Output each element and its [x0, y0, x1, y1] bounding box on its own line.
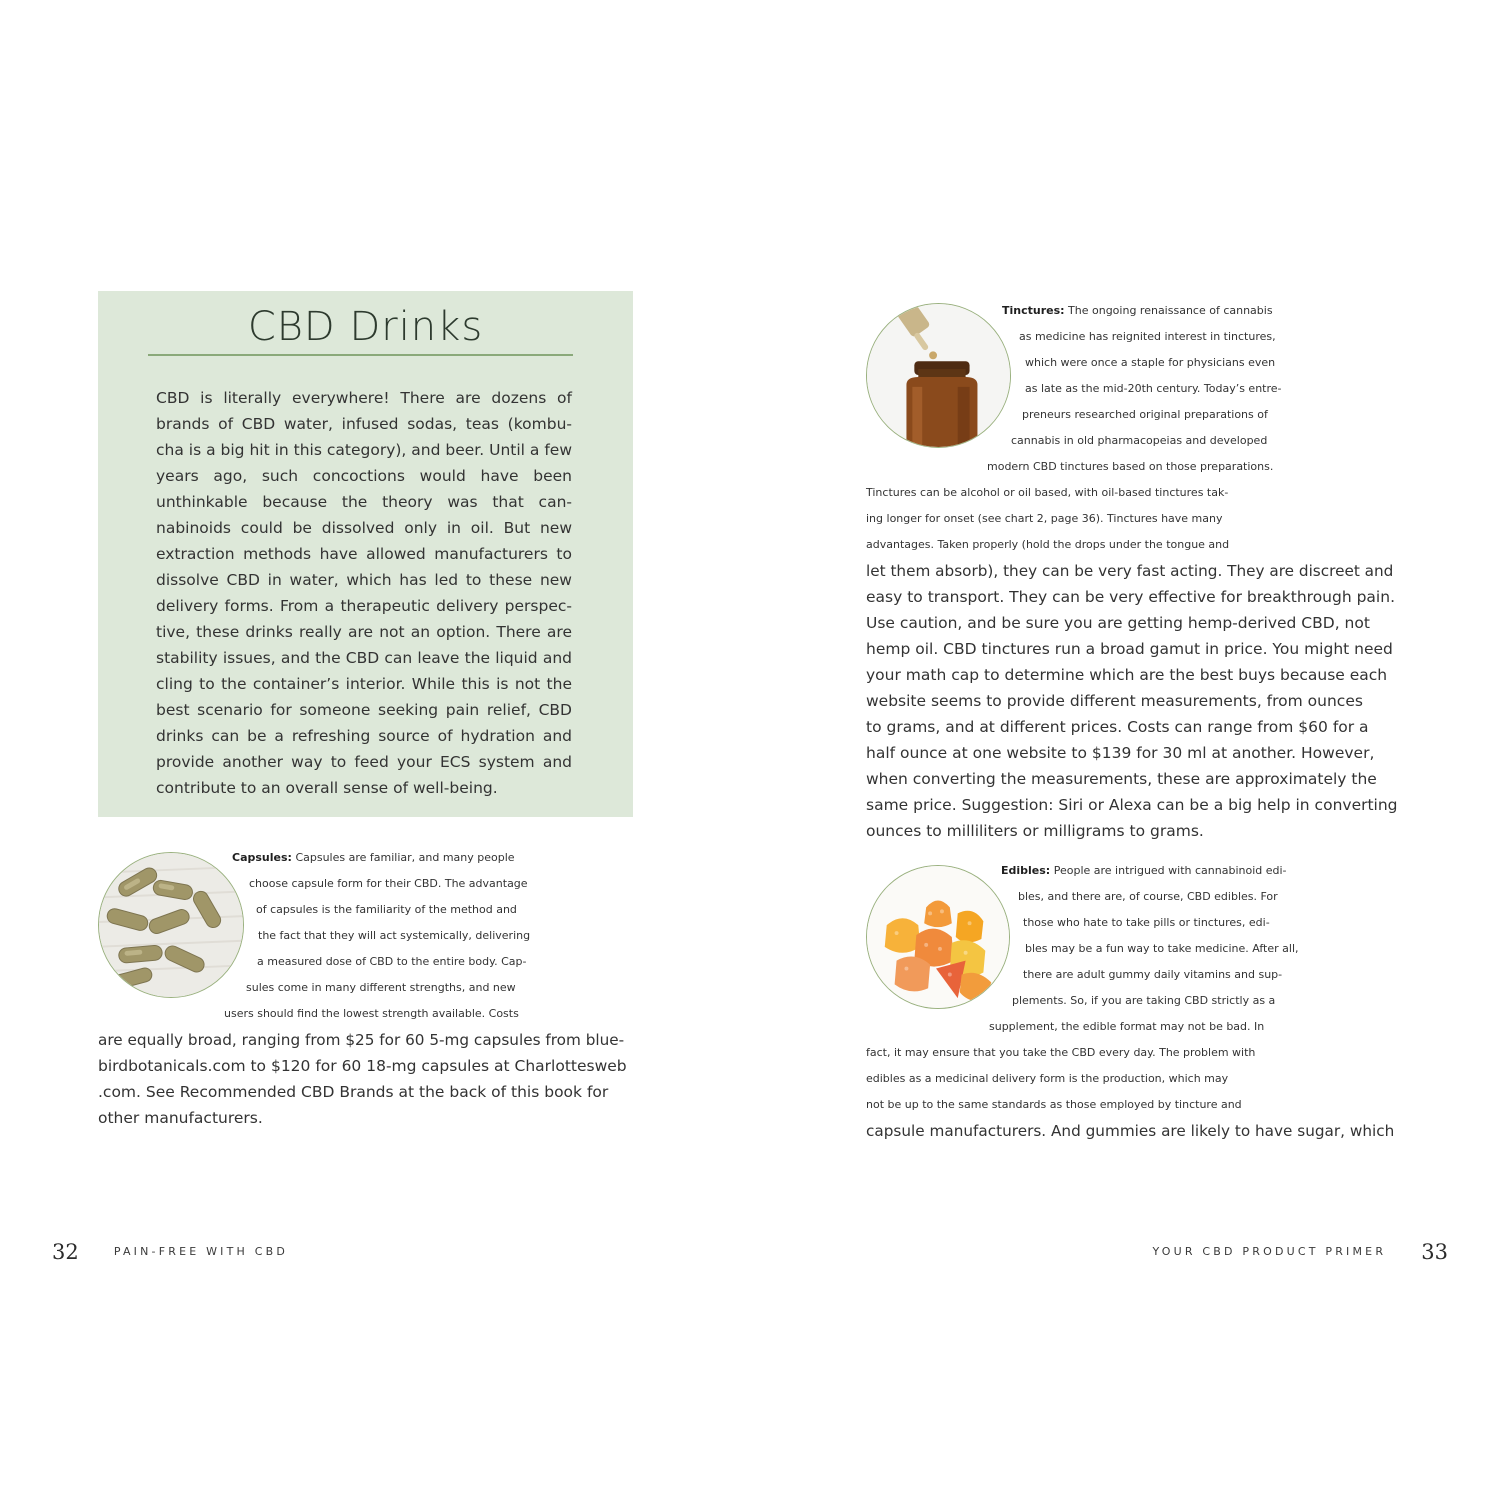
sidebar-divider	[148, 354, 573, 356]
capsules-line-6: sules come in many different strengths, and new	[246, 981, 516, 994]
sidebar-body: CBD is literally everywhere! There are dozens of brands of CBD water, infused sodas, teas (kombu-cha is a big hit in this category), and beer. Until a few years ago, such concoctions would have been unthinkable because the theory was that can-nabinoids could be dissolved only in oil. But new extraction methods have allowed manufacturers to dissolve CBD in water, which has led to these new delivery forms. From a therapeutic delivery perspec-tive, these drinks really are not an option. There are stability issues, and the CBD can leave the liquid and cling to the container’s interior. While this is not the best scenario for someone seeking pain relief, CBD drinks can be a refreshing source of hydration and provide another way to feed your ECS system and contribute to an overall sense of well-being.	[156, 389, 572, 797]
tinctures-line-9: ing longer for onset (see chart 2, page 36). Tinctures have many	[866, 512, 1223, 525]
tinctures-section	[866, 298, 1398, 844]
left-footer	[52, 1240, 288, 1264]
edibles-heading: Edibles:	[1001, 864, 1051, 877]
edibles-section	[866, 858, 1394, 1144]
edibles-line-9: edibles as a medicinal delivery form is the production, which may	[866, 1072, 1229, 1085]
tinctures-line-19: when converting the measurements, these are approximately the	[866, 770, 1377, 788]
edibles-line-2: bles, and there are, of course, CBD edibles. For	[1018, 890, 1278, 903]
right-footer	[1152, 1240, 1448, 1264]
tinctures-line-4: as late as the mid-20th century. Today’s entre-	[1025, 382, 1282, 395]
tinctures-line-17: to grams, and at different prices. Costs can range from $60 for a	[866, 718, 1369, 736]
capsules-line-5: a measured dose of CBD to the entire body. Cap-	[257, 955, 527, 968]
capsules-line-3: of capsules is the familiarity of the method and	[256, 903, 517, 916]
capsules-heading: Capsules:	[232, 851, 292, 864]
capsules-line-7: users should find the lowest strength available. Costs	[224, 1007, 519, 1020]
capsules-line-2: choose capsule form for their CBD. The advantage	[249, 877, 528, 890]
sidebar-title: CBD Drinks	[247, 304, 484, 350]
capsules-line-9: birdbotanicals.com to $120 for 60 18-mg capsules at Charlottesweb	[98, 1057, 627, 1075]
sidebar-cbd-drinks	[98, 291, 633, 817]
edibles-line-3: those who hate to take pills or tinctures, edi-	[1023, 916, 1270, 929]
edibles-line-8: fact, it may ensure that you take the CBD every day. The problem with	[866, 1046, 1256, 1059]
tinctures-line-18: half ounce at one website to $139 for 30 ml at another. However,	[866, 744, 1375, 762]
tinctures-line-3: which were once a staple for physicians even	[1025, 356, 1276, 369]
edibles-line-7: supplement, the edible format may not be bad. In	[989, 1020, 1265, 1033]
tinctures-line-1: Tinctures: The ongoing renaissance of cannabis	[1002, 304, 1273, 317]
tinctures-line-16: website seems to provide different measurements, from ounces	[866, 692, 1363, 710]
edibles-line-6: plements. So, if you are taking CBD strictly as a	[1012, 994, 1276, 1007]
tinctures-line-7: modern CBD tinctures based on those preparations.	[987, 460, 1274, 473]
capsules-line-11: other manufacturers.	[98, 1109, 263, 1127]
capsules-line-10: .com. See Recommended CBD Brands at the back of this book for	[98, 1083, 609, 1101]
tinctures-line-5: preneurs researched original preparations of	[1022, 408, 1268, 421]
tinctures-line-12: easy to transport. They can be very effective for breakthrough pain.	[866, 588, 1395, 606]
tinctures-line-11: let them absorb), they can be very fast acting. They are discreet and	[866, 562, 1394, 580]
capsules-line-1: Capsules: Capsules are familiar, and many people	[232, 851, 515, 864]
edibles-line-5: there are adult gummy daily vitamins and sup-	[1023, 968, 1283, 981]
tinctures-heading: Tinctures:	[1002, 304, 1065, 317]
tinctures-line-2: as medicine has reignited interest in tinctures,	[1019, 330, 1276, 343]
tinctures-line-20: same price. Suggestion: Siri or Alexa can be a big help in converting	[866, 796, 1398, 814]
tinctures-line-14: hemp oil. CBD tinctures run a broad gamut in price. You might need	[866, 640, 1393, 658]
tinctures-line-8: Tinctures can be alcohol or oil based, with oil-based tinctures tak-	[866, 486, 1229, 499]
page-number-right: 33	[1421, 1240, 1448, 1264]
running-head-left: PAIN-FREE WITH CBD	[113, 1245, 288, 1258]
edibles-line-11: capsule manufacturers. And gummies are likely to have sugar, which	[866, 1122, 1395, 1140]
capsules-line-4: the fact that they will act systemically, delivering	[258, 929, 531, 942]
tinctures-line-15: your math cap to determine which are the best buys because each	[866, 666, 1388, 684]
edibles-line-10: not be up to the same standards as those employed by tincture and	[866, 1098, 1242, 1111]
capsules-line-8: are equally broad, ranging from $25 for 60 5-mg capsules from blue-	[98, 1031, 625, 1049]
tinctures-line-6: cannabis in old pharmacopeias and developed	[1011, 434, 1268, 447]
edibles-line-1: Edibles: People are intrigued with cannabinoid edi-	[1001, 864, 1287, 877]
capsules-section	[98, 845, 627, 1131]
page-number-left: 32	[52, 1240, 79, 1264]
edibles-line-4: bles may be a fun way to take medicine. After all,	[1025, 942, 1299, 955]
running-head-right: YOUR CBD PRODUCT PRIMER	[1152, 1245, 1387, 1258]
tinctures-line-21: ounces to milliliters or milligrams to grams.	[866, 822, 1204, 840]
tinctures-line-10: advantages. Taken properly (hold the drops under the tongue and	[866, 538, 1230, 551]
tinctures-line-13: Use caution, and be sure you are getting hemp-derived CBD, not	[866, 614, 1370, 632]
